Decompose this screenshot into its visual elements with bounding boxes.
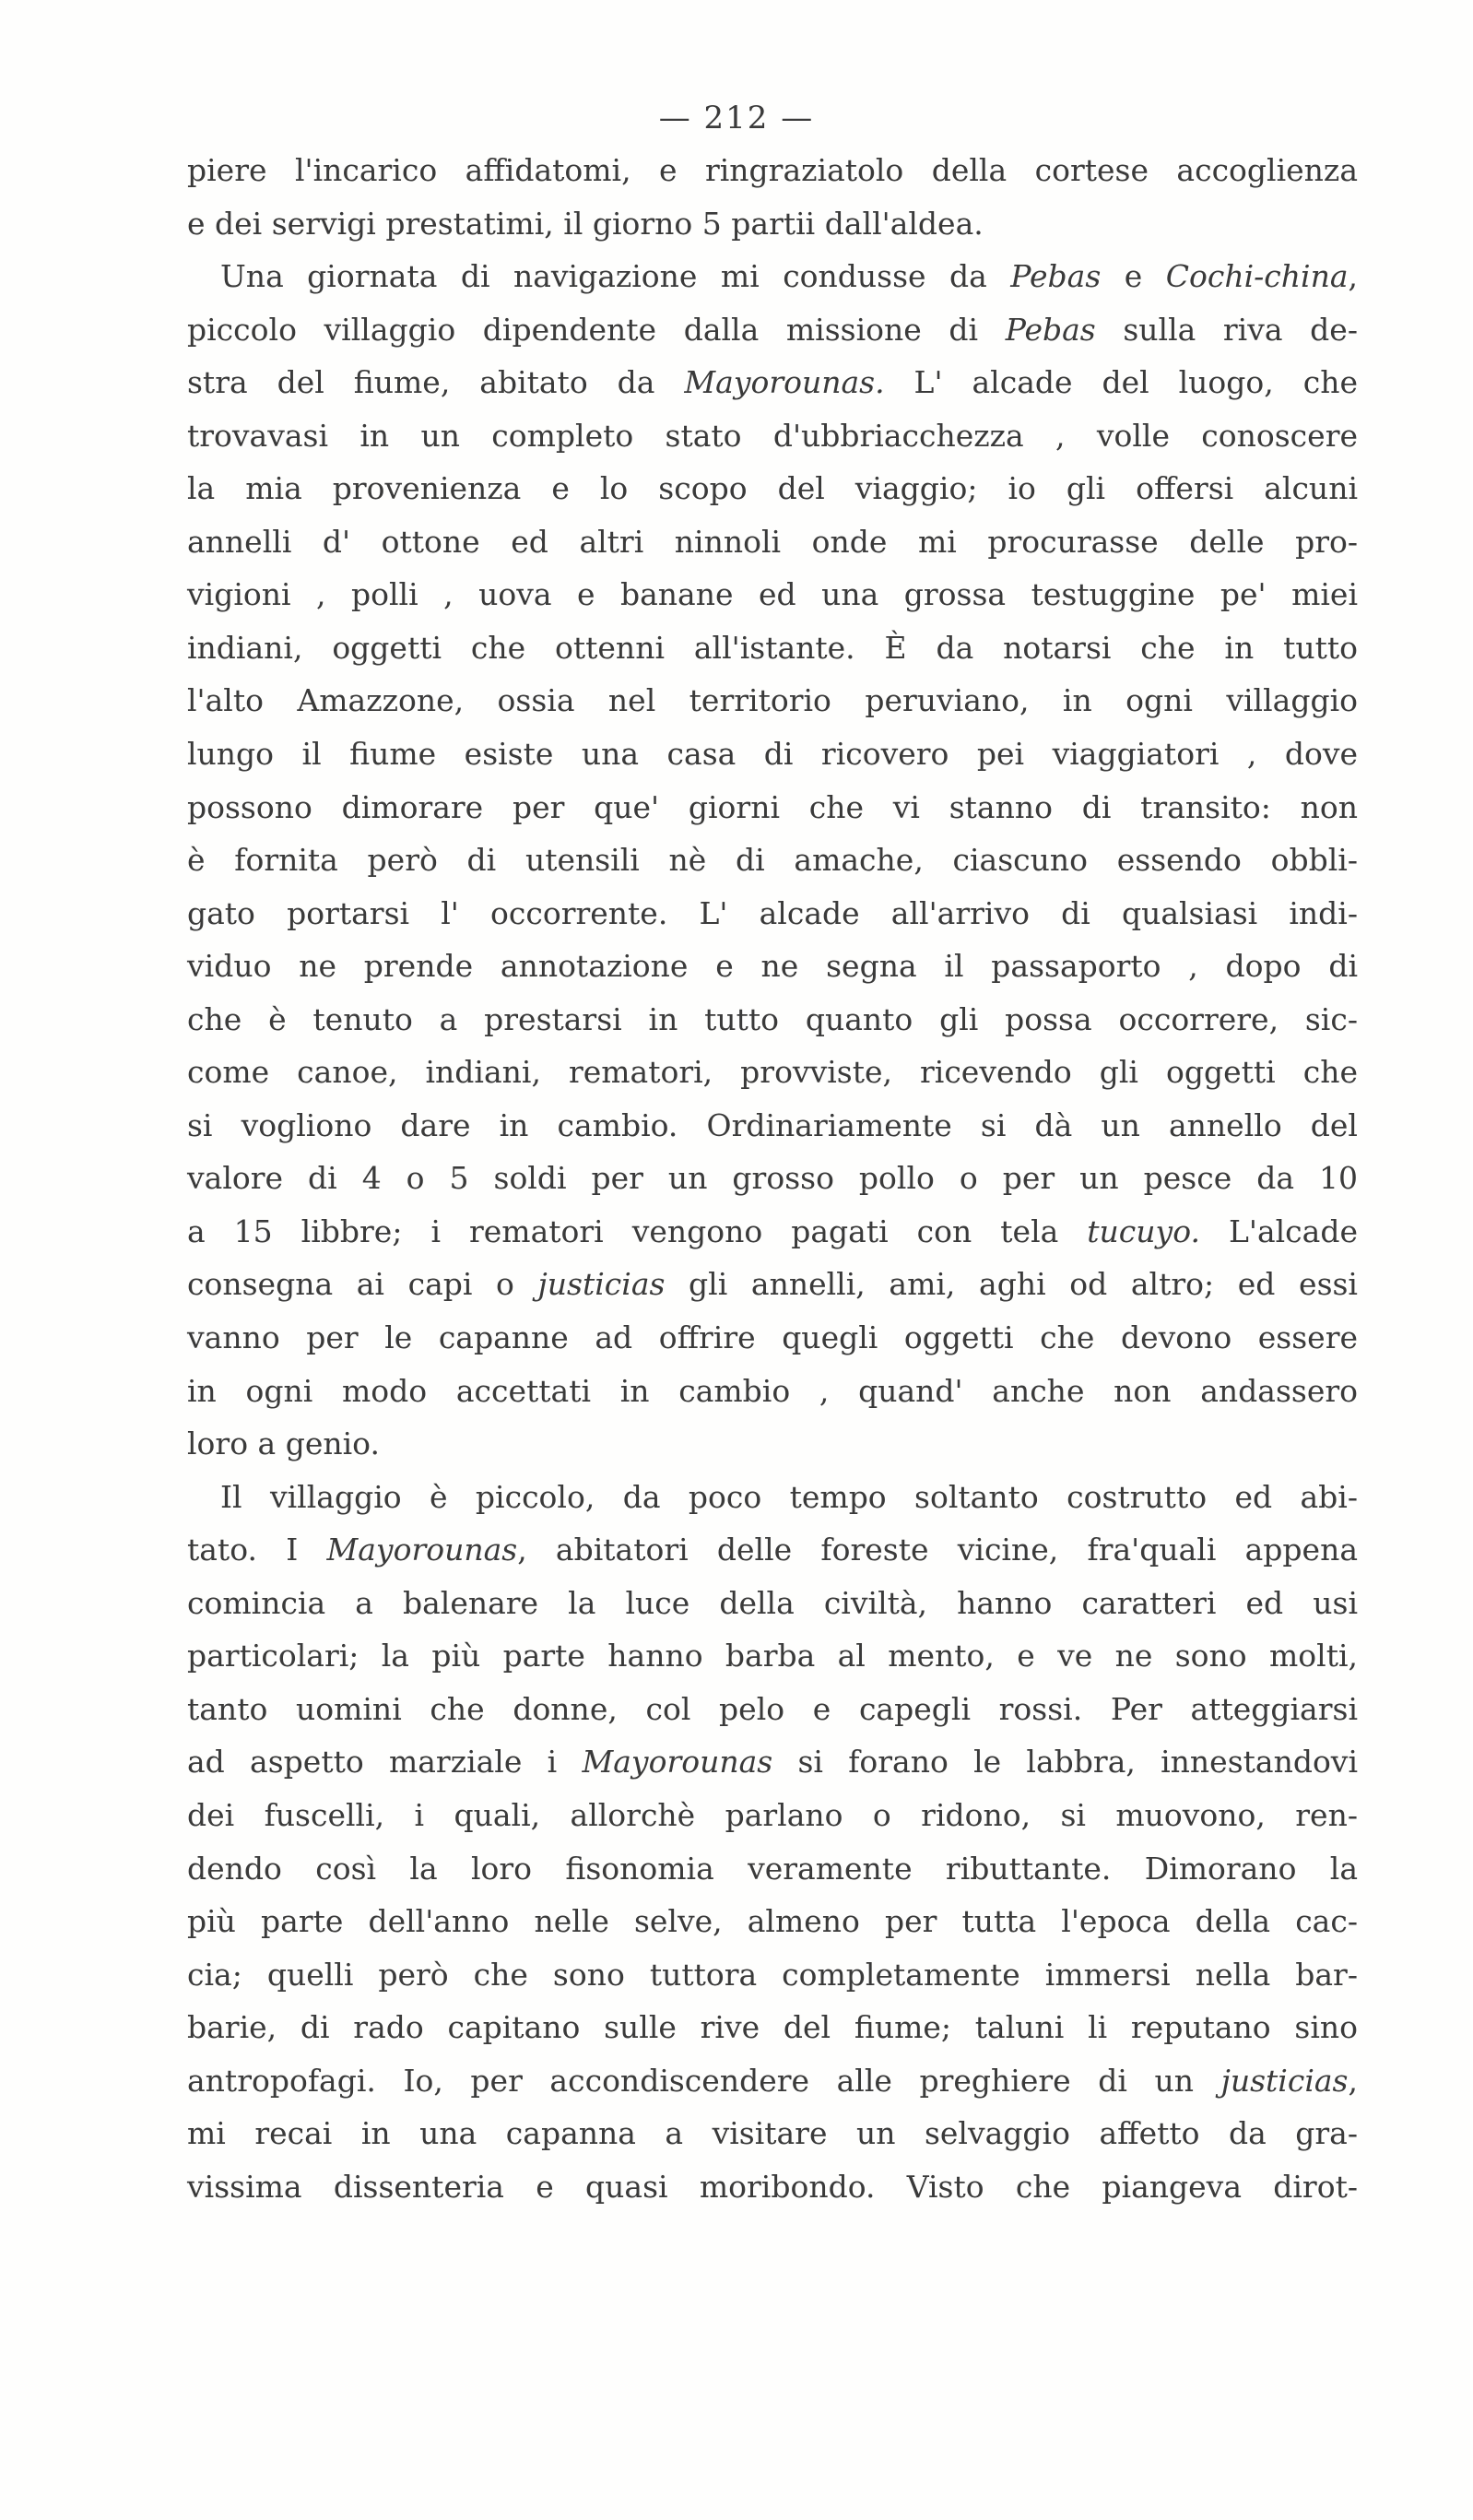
- text-line: [187, 1842, 1358, 1896]
- text-line: [187, 1258, 1358, 1311]
- text-segment: gli annelli, ami, aghi od altro; ed essi: [665, 1266, 1358, 1303]
- body-text: [187, 144, 1358, 2213]
- text-segment: si vogliono dare in cambio. Ordinariamente si dà un annello del: [187, 1106, 1358, 1143]
- italic-text: justicias: [1220, 2062, 1349, 2099]
- text-line: [187, 1471, 1358, 1524]
- text-line: [187, 834, 1358, 887]
- text-segment: annelli d' ottone ed altri ninnoli onde mi procurasse delle pro-: [187, 523, 1358, 560]
- text-segment: barie, di rado capitano sulle rive del fiume; taluni li reputano sino: [187, 2009, 1358, 2046]
- italic-text: tucuyo.: [1087, 1213, 1200, 1249]
- text-segment: ad aspetto marziale i: [187, 1744, 583, 1781]
- text-segment: possono dimorare per que' giorni che vi stanno di transito: non: [187, 788, 1358, 825]
- text-segment: tanto uomini che donne, col pelo e capegli rossi. Per atteggiarsi: [187, 1690, 1358, 1727]
- text-segment: e: [1101, 258, 1166, 295]
- text-line: [187, 1152, 1358, 1205]
- text-line: [187, 1046, 1358, 1099]
- text-segment: e dei servigi prestatimi, il giorno 5 partii dall'aldea.: [187, 205, 984, 242]
- text-line: [187, 2054, 1358, 2108]
- text-segment: mi recai in una capanna a visitare un selvaggio affetto da gra-: [187, 2115, 1358, 2152]
- text-segment: lungo il fiume esiste una casa di ricovero pei viaggiatori , dove: [187, 736, 1358, 773]
- text-line: [187, 197, 1358, 251]
- text-line: [187, 887, 1358, 941]
- text-line: [187, 674, 1358, 728]
- text-line: [187, 2107, 1358, 2160]
- text-segment: viduo ne prende annotazione e ne segna il passaporto , dopo di: [187, 948, 1358, 985]
- text-line: [187, 728, 1358, 781]
- text-segment: Il villaggio è piccolo, da poco tempo soltanto costrutto ed abi-: [220, 1478, 1358, 1515]
- page-number: — 212 —: [658, 100, 815, 136]
- text-segment: consegna ai capi o: [187, 1266, 538, 1303]
- text-line: [187, 462, 1358, 515]
- text-line: [187, 621, 1358, 675]
- text-line: [187, 940, 1358, 993]
- text-segment: ,: [1348, 258, 1358, 295]
- text-line: [187, 2001, 1358, 2054]
- text-line: [187, 1205, 1358, 1259]
- text-line: [187, 303, 1358, 357]
- text-segment: comincia a balenare la luce della civiltà, hanno caratteri ed usi: [187, 1584, 1358, 1621]
- text-line: [187, 1789, 1358, 1842]
- text-line: [187, 781, 1358, 834]
- text-segment: cia; quelli però che sono tuttora completamente immersi nella bar-: [187, 1956, 1358, 1993]
- italic-text: Pebas: [1010, 258, 1102, 295]
- text-segment: dei fuscelli, i quali, allorchè parlano o ridono, si muovono, ren-: [187, 1796, 1358, 1833]
- text-segment: valore di 4 o 5 soldi per un grosso pollo o per un pesce da 10: [187, 1160, 1358, 1197]
- text-line: [187, 356, 1358, 409]
- text-line: [187, 250, 1358, 303]
- text-segment: sulla riva de-: [1095, 311, 1358, 348]
- italic-text: Mayorounas: [582, 1744, 773, 1781]
- text-segment: , abitatori delle foreste vicine, fra'quali appena: [517, 1532, 1358, 1568]
- text-segment: loro a genio.: [187, 1426, 380, 1462]
- text-segment: a 15 libbre; i rematori vengono pagati con tela: [187, 1213, 1088, 1249]
- text-line: [187, 993, 1358, 1047]
- italic-text: Cochi-china: [1165, 258, 1349, 295]
- text-line: [187, 1577, 1358, 1630]
- text-segment: si forano le labbra, innestandovi: [772, 1744, 1359, 1781]
- italic-text: justicias: [537, 1266, 666, 1303]
- text-segment: Una giornata di navigazione mi condusse da: [220, 258, 1011, 295]
- text-line: [187, 409, 1358, 463]
- text-segment: antropofagi. Io, per accondiscendere alle preghiere di un: [187, 2062, 1221, 2099]
- text-line: [187, 1683, 1358, 1736]
- text-segment: vissima dissenteria e quasi moribondo. Visto che piangeva dirot-: [187, 2168, 1358, 2205]
- text-segment: stra del fiume, abitato da: [187, 364, 685, 401]
- text-segment: piccolo villaggio dipendente dalla missione di: [187, 311, 1006, 348]
- text-line: [187, 144, 1358, 197]
- text-line: [187, 1629, 1358, 1683]
- text-segment: dendo così la loro fisonomia veramente ributtante. Dimorano la: [187, 1850, 1358, 1887]
- text-segment: trovavasi in un completo stato d'ubbriacchezza , volle conoscere: [187, 417, 1358, 454]
- text-segment: in ogni modo accettati in cambio , quand' anche non andassero: [187, 1372, 1358, 1409]
- text-segment: la mia provenienza e lo scopo del viaggio; io gli offersi alcuni: [187, 470, 1358, 507]
- text-line: [187, 1895, 1358, 1948]
- text-line: [187, 1735, 1358, 1789]
- text-segment: ,: [1348, 2062, 1358, 2099]
- text-segment: l'alto Amazzone, ossia nel territorio peruviano, in ogni villaggio: [187, 682, 1358, 719]
- text-line: [187, 1311, 1358, 1365]
- italic-text: Mayorounas.: [684, 364, 885, 401]
- text-segment: che è tenuto a prestarsi in tutto quanto gli possa occorrere, sic-: [187, 1000, 1358, 1037]
- text-segment: particolari; la più parte hanno barba al mento, e ve ne sono molti,: [187, 1638, 1358, 1674]
- text-segment: indiani, oggetti che ottenni all'istante. È da notarsi che in tutto: [187, 629, 1358, 666]
- italic-text: Mayorounas: [326, 1532, 518, 1568]
- text-segment: è fornita però di utensili nè di amache, ciascuno essendo obbli-: [187, 842, 1358, 879]
- text-line: [187, 515, 1358, 569]
- text-segment: tato. I: [187, 1532, 327, 1568]
- text-segment: vanno per le capanne ad offrire quegli oggetti che devono essere: [187, 1319, 1358, 1356]
- text-line: [187, 1365, 1358, 1418]
- text-segment: come canoe, indiani, rematori, provviste, ricevendo gli oggetti che: [187, 1054, 1358, 1091]
- text-segment: gato portarsi l' occorrente. L' alcade all'arrivo di qualsiasi indi-: [187, 894, 1358, 931]
- text-line: [187, 2160, 1358, 2214]
- text-segment: L' alcade del luogo, che: [884, 364, 1358, 401]
- text-line: [187, 1099, 1358, 1153]
- text-segment: vigioni , polli , uova e banane ed una grossa testuggine pe' miei: [187, 576, 1358, 613]
- text-line: [187, 1523, 1358, 1577]
- text-segment: più parte dell'anno nelle selve, almeno per tutta l'epoca della cac-: [187, 1903, 1358, 1940]
- text-line: [187, 1948, 1358, 2002]
- text-segment: L'alcade: [1199, 1213, 1358, 1249]
- italic-text: Pebas: [1005, 311, 1096, 348]
- text-line: [187, 568, 1358, 621]
- text-line: [187, 1417, 1358, 1471]
- text-segment: piere l'incarico affidatomi, e ringraziatolo della cortese accoglienza: [187, 152, 1358, 188]
